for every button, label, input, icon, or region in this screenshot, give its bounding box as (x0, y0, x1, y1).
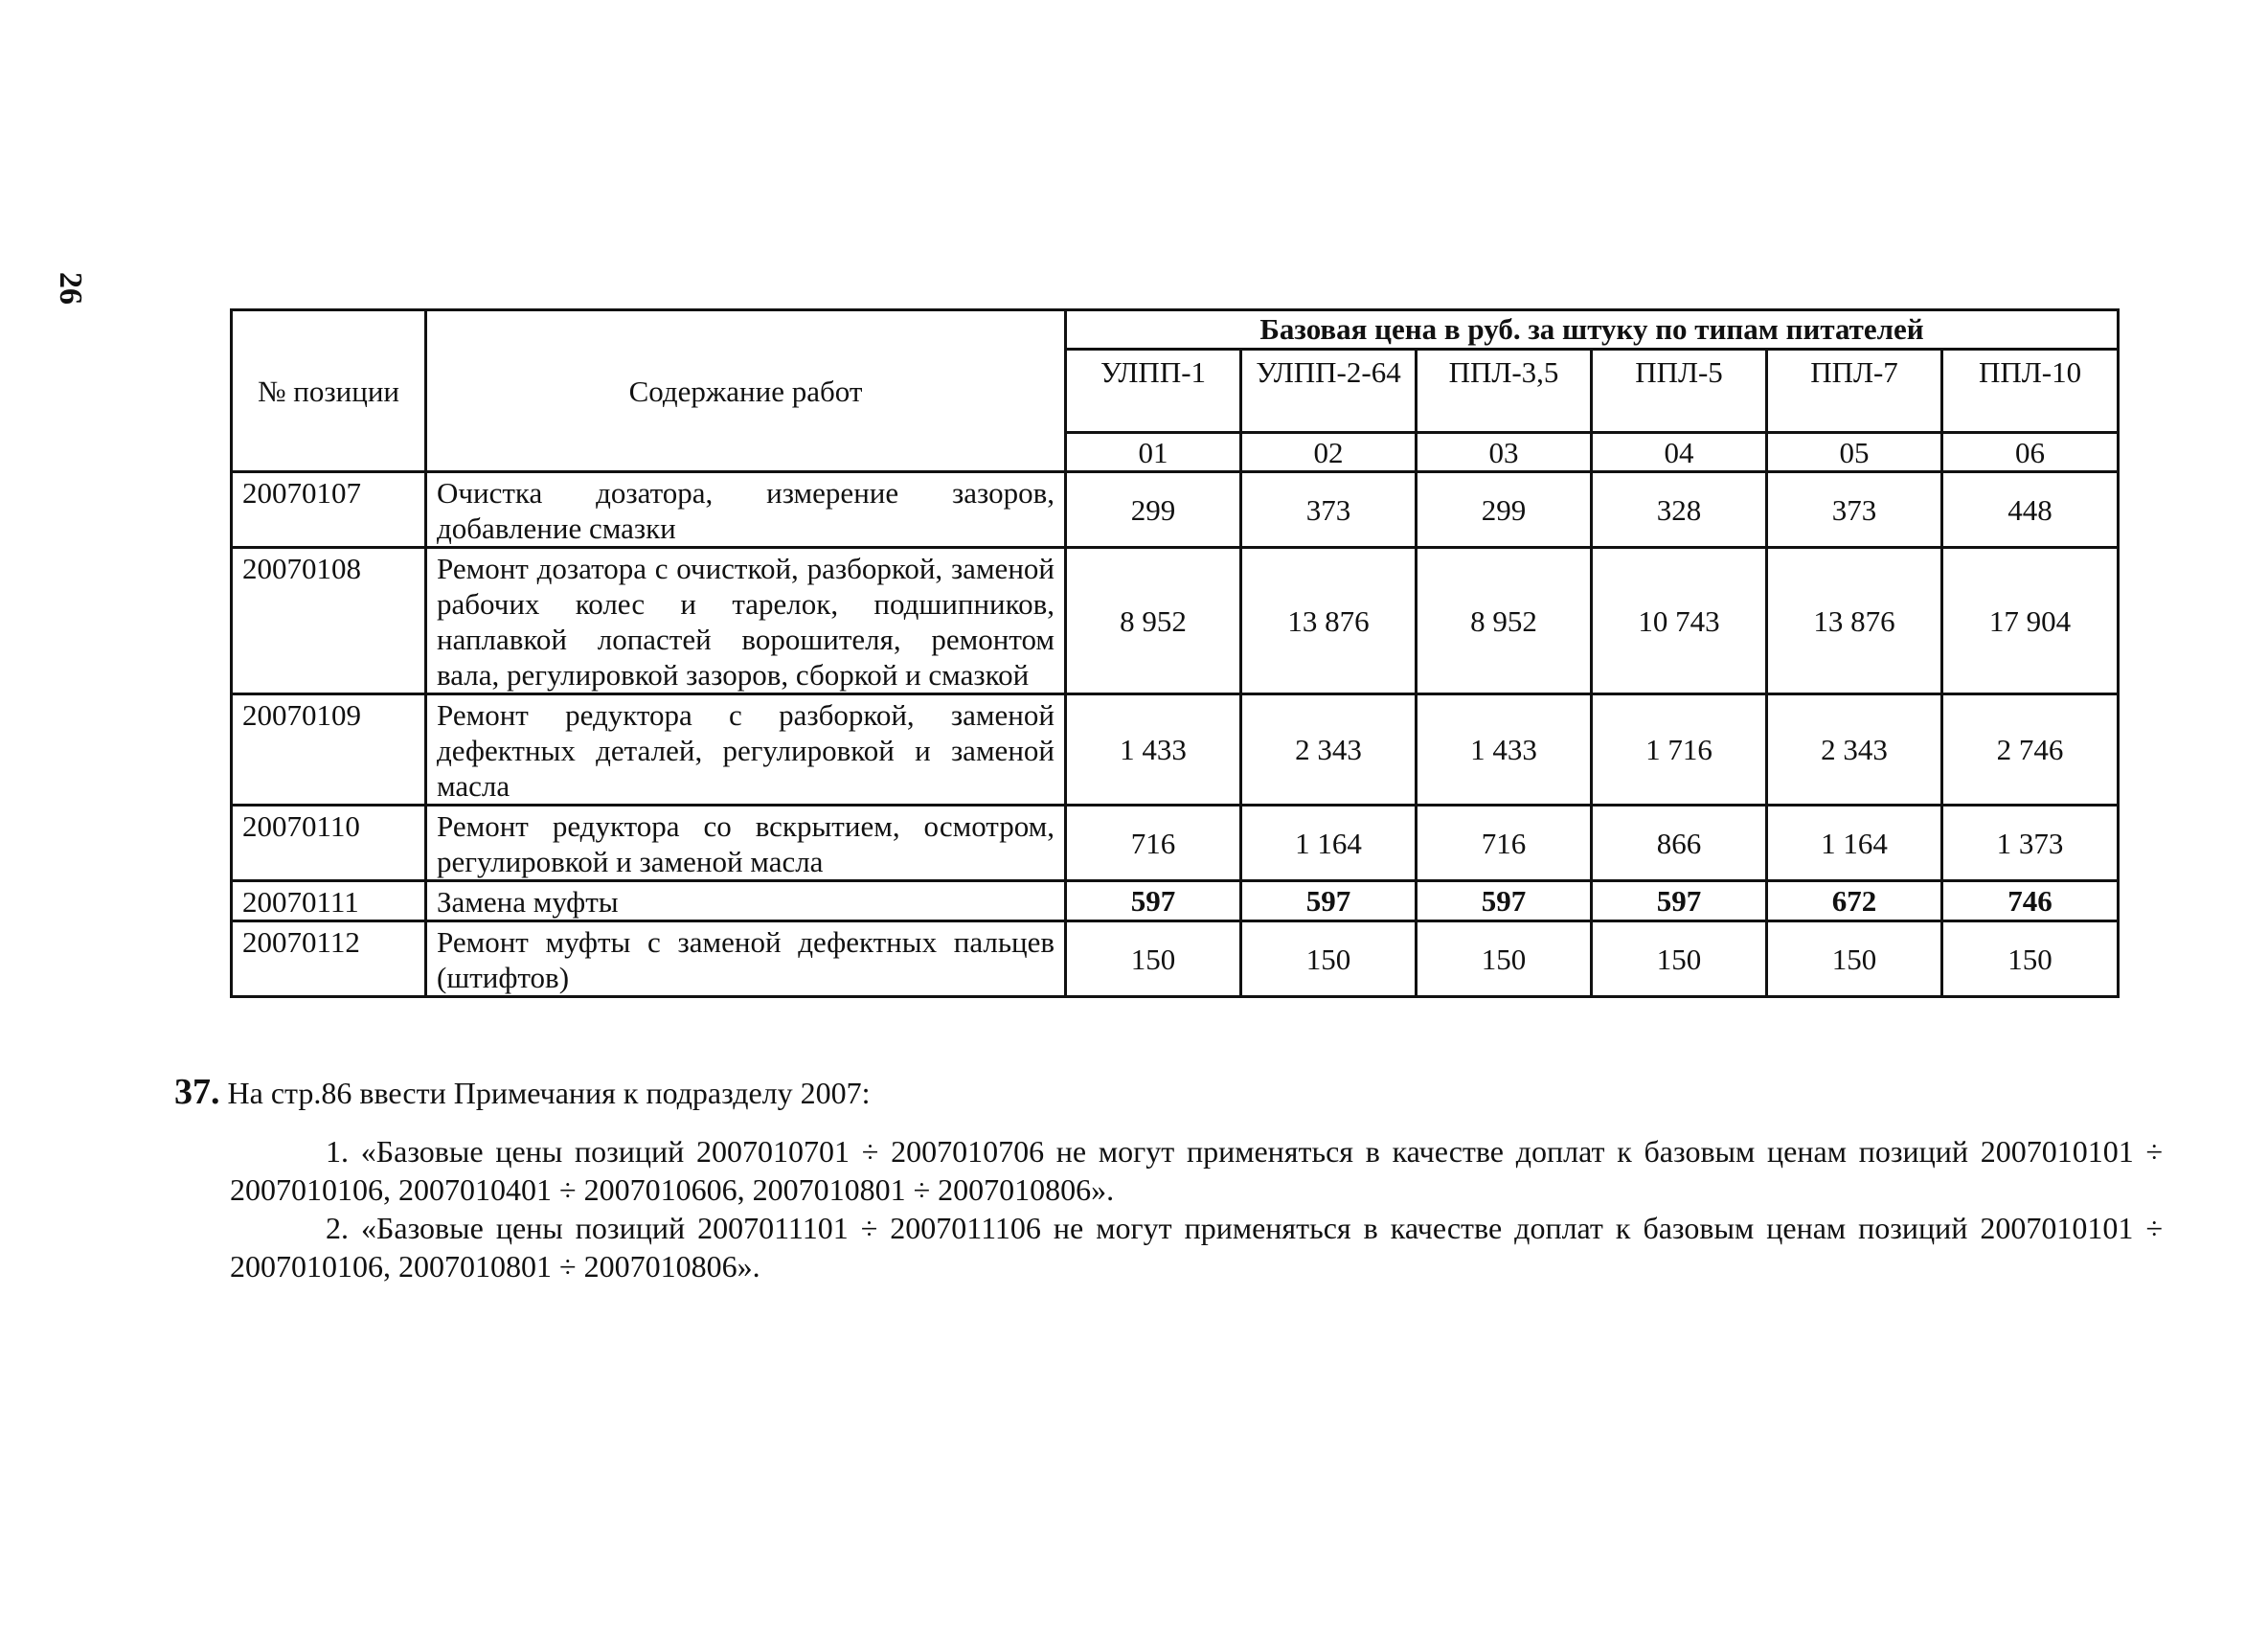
price-cell: 597 (1417, 881, 1592, 921)
table-row (232, 881, 2119, 921)
note-item: 2. «Базовые цены позиций 2007011101 ÷ 2007011106 не могут применяться в качестве доплат к базовым ценам позиций 2007010101 ÷ 2007010106, 2007010801 ÷ 2007010806». (230, 1211, 2163, 1284)
work-cell: Ремонт редуктора с разборкой, заменой дефектных деталей, регулировкой и заменой масла (426, 694, 1066, 806)
code-header: 01 (1066, 433, 1241, 472)
page-number: 26 (53, 272, 88, 305)
section-number: 37. (174, 1072, 220, 1112)
price-cell: 597 (1241, 881, 1417, 921)
work-cell: Очистка дозатора, измерение зазоров, добавление смазки (426, 472, 1066, 548)
price-cell: 597 (1066, 881, 1241, 921)
type-header: ППЛ-5 (1592, 350, 1767, 433)
price-cell: 2 746 (1942, 694, 2119, 806)
price-cell: 1 716 (1592, 694, 1767, 806)
price-cell: 1 433 (1417, 694, 1592, 806)
price-cell: 150 (1417, 921, 1592, 997)
work-cell: Ремонт дозатора с очисткой, разборкой, заменой рабочих колес и тарелок, подшипников, наплавкой лопастей ворошителя, ремонтом вала, регулировкой зазоров, сборкой и смазкой (426, 548, 1066, 694)
type-header: УЛПП-2-64 (1241, 350, 1417, 433)
code-header: 04 (1592, 433, 1767, 472)
table-row (232, 806, 2119, 881)
price-cell: 150 (1592, 921, 1767, 997)
code-header: 02 (1241, 433, 1417, 472)
price-cell: 10 743 (1592, 548, 1767, 694)
section-heading (174, 1072, 2163, 1112)
type-header: ППЛ-3,5 (1417, 350, 1592, 433)
price-cell: 1 433 (1066, 694, 1241, 806)
work-cell: Замена муфты (426, 881, 1066, 921)
section-heading-text: На стр.86 ввести Примечания к подразделу 2007: (227, 1076, 871, 1110)
price-cell: 328 (1592, 472, 1767, 548)
position-cell: 20070111 (232, 881, 426, 921)
price-cell: 13 876 (1767, 548, 1942, 694)
price-group-header: Базовая цена в руб. за штуку по типам питателей (1066, 310, 2119, 350)
price-cell: 448 (1942, 472, 2119, 548)
price-cell: 150 (1241, 921, 1417, 997)
position-header: № позиции (232, 310, 426, 472)
table-row (232, 548, 2119, 694)
price-cell: 1 164 (1767, 806, 1942, 881)
work-cell: Ремонт муфты с заменой дефектных пальцев (штифтов) (426, 921, 1066, 997)
price-cell: 716 (1417, 806, 1592, 881)
price-cell: 299 (1417, 472, 1592, 548)
table-row (232, 694, 2119, 806)
price-cell: 597 (1592, 881, 1767, 921)
table-row (232, 921, 2119, 997)
work-header: Содержание работ (426, 310, 1066, 472)
price-cell: 13 876 (1241, 548, 1417, 694)
price-cell: 1 373 (1942, 806, 2119, 881)
price-cell: 373 (1241, 472, 1417, 548)
position-cell: 20070108 (232, 548, 426, 694)
price-cell: 2 343 (1767, 694, 1942, 806)
price-cell: 8 952 (1066, 548, 1241, 694)
position-cell: 20070110 (232, 806, 426, 881)
note-item: 1. «Базовые цены позиций 2007010701 ÷ 2007010706 не могут применяться в качестве доплат к базовым ценам позиций 2007010101 ÷ 2007010106, 2007010401 ÷ 2007010606, 2007010801 ÷ 2007010806». (230, 1134, 2163, 1207)
price-cell: 672 (1767, 881, 1942, 921)
code-header: 03 (1417, 433, 1592, 472)
price-cell: 150 (1767, 921, 1942, 997)
type-header: УЛПП-1 (1066, 350, 1241, 433)
work-cell: Ремонт редуктора со вскрытием, осмотром, регулировкой и заменой масла (426, 806, 1066, 881)
price-cell: 1 164 (1241, 806, 1417, 881)
price-cell: 8 952 (1417, 548, 1592, 694)
type-header: ППЛ-7 (1767, 350, 1942, 433)
code-header: 05 (1767, 433, 1942, 472)
position-cell: 20070109 (232, 694, 426, 806)
code-header: 06 (1942, 433, 2119, 472)
price-table (230, 308, 2120, 998)
price-cell: 866 (1592, 806, 1767, 881)
price-cell: 373 (1767, 472, 1942, 548)
position-cell: 20070107 (232, 472, 426, 548)
price-cell: 299 (1066, 472, 1241, 548)
price-cell: 746 (1942, 881, 2119, 921)
position-cell: 20070112 (232, 921, 426, 997)
table-row (232, 472, 2119, 548)
price-cell: 716 (1066, 806, 1241, 881)
price-cell: 2 343 (1241, 694, 1417, 806)
price-cell: 150 (1942, 921, 2119, 997)
type-header: ППЛ-10 (1942, 350, 2119, 433)
price-cell: 150 (1066, 921, 1241, 997)
price-cell: 17 904 (1942, 548, 2119, 694)
